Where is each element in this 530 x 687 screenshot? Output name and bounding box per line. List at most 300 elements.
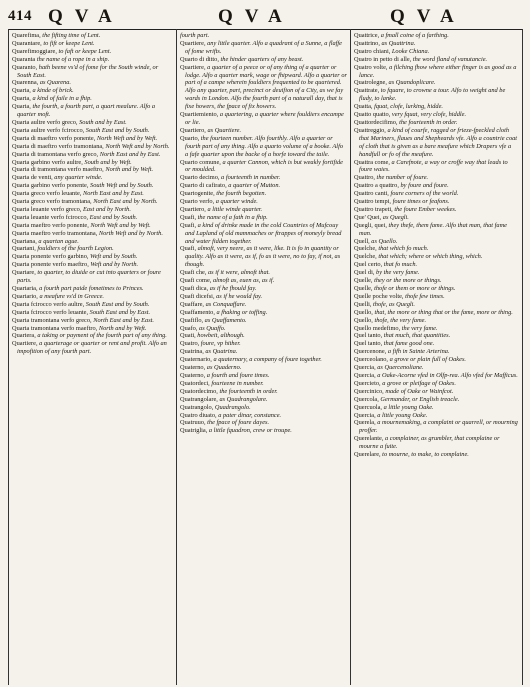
dictionary-entry xyxy=(12,325,173,333)
entry-headword: Querelante, xyxy=(354,435,384,443)
entry-definition: the name of a rope in a ship. xyxy=(35,55,110,63)
dictionary-entry xyxy=(354,159,520,175)
dictionary-entry xyxy=(354,190,520,198)
entry-headword: Quartiero, xyxy=(180,126,206,134)
entry-definition: Quadrangolo. xyxy=(213,403,251,411)
entry-headword: Quafi dica, xyxy=(180,285,209,292)
entry-headword: Quell, xyxy=(354,237,370,245)
entry-definition: as Quattrina. xyxy=(379,39,416,47)
entry-headword: Quarefima, xyxy=(12,32,41,39)
entry-definition: North East and by East. xyxy=(81,190,144,198)
column-middle xyxy=(180,32,347,684)
entry-definition: as Quaderno. xyxy=(205,364,242,372)
entry-definition: Looke Chiana. xyxy=(390,47,430,55)
dictionary-entry xyxy=(180,388,347,396)
dictionary-entry xyxy=(354,87,520,103)
dictionary-entry xyxy=(12,143,173,151)
dictionary-entry xyxy=(354,325,520,333)
dictionary-entry xyxy=(12,166,173,174)
entry-headword: Quattro tempi, xyxy=(354,198,391,206)
dictionary-entry xyxy=(12,32,173,40)
entry-headword: Quarta greco verfo tramontana, xyxy=(12,198,92,206)
entry-headword: Quelche, xyxy=(354,253,377,261)
dictionary-entry xyxy=(180,111,347,127)
entry-headword: Quelche, xyxy=(354,245,377,253)
entry-headword: Quarta maeftro verfo ponente, xyxy=(12,221,89,229)
entry-headword: Quarta di maeftro verfo tramontana, xyxy=(12,142,104,150)
entry-headword: Querela, xyxy=(354,419,376,427)
entry-headword: Quartera, xyxy=(12,332,36,340)
entry-definition: a quartan ague. xyxy=(36,237,79,245)
entry-headword: Quafi che, xyxy=(180,269,207,277)
entry-definition: a fourth part paide fometimes to Princes. xyxy=(37,285,144,292)
entry-definition: that fo much. xyxy=(382,261,418,269)
dictionary-entry xyxy=(354,396,520,404)
entry-headword: Quarta, xyxy=(12,103,31,111)
header-rule xyxy=(8,29,522,30)
entry-definition: the fourteenth in order. xyxy=(217,387,278,395)
entry-headword: Quaternario, xyxy=(180,356,212,364)
column-left xyxy=(12,32,173,684)
dictionary-entry xyxy=(354,56,520,64)
dictionary-entry xyxy=(354,269,520,277)
dictionary-entry xyxy=(354,309,520,317)
dictionary-entry xyxy=(180,174,347,182)
entry-definition: to faft or keepe Lent. xyxy=(56,47,112,55)
entry-definition: South East and by South. xyxy=(84,300,150,308)
dictionary-entry xyxy=(354,388,520,396)
entry-headword: Quercia, xyxy=(354,411,376,419)
entry-definition: as Quandoplicare. xyxy=(386,79,436,87)
entry-definition: South East and by South. xyxy=(84,126,150,134)
dictionary-entry xyxy=(12,48,173,56)
entry-definition: fourteene in number. xyxy=(209,379,264,387)
entry-definition: as Quercenoliane. xyxy=(375,364,424,372)
entry-headword: Quarta garbino verfo aultre, xyxy=(12,158,83,166)
entry-definition: a mournemaking, a complaint or quarrell, or mourning proffer. xyxy=(359,419,518,435)
dictionary-entry xyxy=(12,245,173,253)
entry-definition: Germander, or English treacle. xyxy=(378,395,460,403)
entry-headword: Quartare, xyxy=(12,269,36,277)
entry-headword: Quatro diuato, xyxy=(180,411,217,419)
entry-definition: that which; where or which thing, which. xyxy=(376,253,483,261)
dictionary-entry xyxy=(180,269,347,277)
entry-headword: Quafo, xyxy=(180,324,198,332)
entry-definition: a complainer, as grumbler, that complaine or mourne a fuite. xyxy=(359,435,500,451)
entry-headword: Quartiere, xyxy=(180,63,206,71)
entry-definition: North Weft and by Weft. xyxy=(95,134,158,142)
entry-definition: as Conquaffare. xyxy=(204,300,247,308)
dictionary-entry xyxy=(180,301,347,309)
entry-definition: a pater dinar, constance. xyxy=(216,411,282,419)
entry-headword: Quarta leuante verfo fcirocco, xyxy=(12,213,89,221)
dictionary-entry xyxy=(354,340,520,348)
dictionary-entry xyxy=(354,127,520,159)
dictionary-entry xyxy=(354,79,520,87)
entry-definition: the very fame. xyxy=(400,324,438,332)
dictionary-entry xyxy=(12,309,173,317)
entry-headword: Quatro in petto di alle, xyxy=(354,55,412,63)
entry-definition: a fourth and foure times. xyxy=(205,371,270,379)
entry-headword: Quaterno, xyxy=(180,364,206,372)
entry-definition: thofe few times. xyxy=(403,292,445,300)
dictionary-entry xyxy=(12,198,173,206)
entry-headword: Quarta aultre verfo greco, xyxy=(12,118,78,126)
entry-definition: almoft as, euen as, as if. xyxy=(211,277,275,285)
entry-headword: Quarta di maeftro verfo ponente, xyxy=(12,134,96,142)
entry-definition: as Quaffamento. xyxy=(203,316,247,324)
dictionary-entry xyxy=(12,56,173,64)
entry-definition: that which fo much. xyxy=(376,245,429,253)
entry-headword: Que' Quei, xyxy=(354,213,382,221)
column-rule xyxy=(350,29,351,685)
dictionary-entry xyxy=(12,269,173,285)
entry-definition: foure, vp hither. xyxy=(199,340,241,348)
entry-headword: Quattordecifimo, xyxy=(354,118,398,126)
entry-definition: a filching fhow where either finger is as good as a lance. xyxy=(359,63,517,79)
dictionary-entry xyxy=(354,111,520,119)
dictionary-entry xyxy=(180,182,347,190)
dictionary-entry xyxy=(180,222,347,246)
dictionary-entry xyxy=(180,348,347,356)
page-number: 414 xyxy=(8,8,32,24)
entry-definition: foure times or feafons. xyxy=(391,198,450,206)
dictionary-entry xyxy=(12,87,173,95)
entry-definition: a meafure vs'd in Greece. xyxy=(37,292,104,300)
entry-headword: Quercia, xyxy=(354,371,376,379)
dictionary-entry xyxy=(180,317,347,325)
entry-headword: Quello, xyxy=(354,316,373,324)
entry-definition: as Quarena. xyxy=(38,79,71,87)
entry-definition: North and by Weft. xyxy=(103,166,154,174)
entry-definition: South East and by East. xyxy=(88,308,151,316)
entry-definition: the fourteen number. Alfo fourthly. Alfo a quarter or fourth part of any thing. Alfo a quarto volume of a booke. Alfo a fafe quarter upon the backe of a horfe toward the taile. xyxy=(185,134,343,158)
entry-headword: Quatro chiani, xyxy=(354,47,391,55)
entry-headword: Quel tanto, xyxy=(354,332,383,340)
entry-headword: Quercinico, xyxy=(354,387,384,395)
dictionary-entry xyxy=(354,419,520,435)
entry-headword: Quaranta xyxy=(12,55,36,63)
entry-headword: Quarta fcirocco verfo aultre, xyxy=(12,300,85,308)
entry-definition: by the very fame. xyxy=(374,269,420,277)
entry-definition: as if he fhould fay. xyxy=(208,285,257,292)
entry-definition: they or the more or things. xyxy=(372,277,442,285)
dictionary-entry xyxy=(354,364,520,372)
entry-headword: Quel certo, xyxy=(354,261,383,269)
dictionary-entry xyxy=(354,285,520,293)
dictionary-entry xyxy=(354,32,520,40)
dictionary-entry xyxy=(12,332,173,340)
entry-definition: the foure Ember weekes. xyxy=(392,205,457,213)
dictionary-entry xyxy=(354,222,520,238)
entry-definition: hath beene vs'd of fome for the South winde, or South East. xyxy=(17,63,159,79)
entry-definition: any quarter winde. xyxy=(52,174,103,182)
entry-definition: to quarter, to diuide or cut into quarters or foure parts. xyxy=(17,269,161,285)
entry-headword: Quartiemiento, xyxy=(180,111,219,119)
entry-headword: Quarto, xyxy=(180,134,200,142)
entry-definition: foure corners of the world. xyxy=(388,190,459,198)
entry-definition: a little young Oake. xyxy=(375,411,428,419)
entry-headword: Quarenna, xyxy=(12,79,39,87)
entry-definition: howbeit, although. xyxy=(195,332,245,340)
dictionary-entry xyxy=(180,364,347,372)
entry-definition: as Quadrangolare. xyxy=(217,395,268,403)
entry-definition: any little quarter. Alfo a quadrant of a Sunne, a flaffe of fome wrifts. xyxy=(185,39,342,55)
entry-headword: Quello, xyxy=(354,308,373,316)
dictionary-entry xyxy=(12,285,173,293)
dictionary-entry xyxy=(354,380,520,388)
dictionary-entry xyxy=(354,356,520,364)
dictionary-entry xyxy=(12,230,173,238)
entry-definition: North and by Weft. xyxy=(97,324,147,332)
entry-definition: North East and by North. xyxy=(91,198,158,206)
entry-definition: a fmall coine of a farthing. xyxy=(379,32,449,39)
dictionary-entry xyxy=(354,404,520,412)
entry-headword: Quelle, xyxy=(354,285,373,292)
entry-headword: Quel tanto, xyxy=(354,340,383,348)
dictionary-entry xyxy=(12,103,173,119)
dictionary-entry xyxy=(180,325,347,333)
dictionary-entry xyxy=(12,206,173,214)
entry-definition: to fquare, to crowne a tour. Alfo to weight and be fludy, to lanke. xyxy=(359,87,506,103)
dictionary-entry xyxy=(180,293,347,301)
entry-definition: a little young Oake. xyxy=(382,403,434,411)
entry-definition: a kind of faile in a fhip. xyxy=(30,95,92,103)
dictionary-entry xyxy=(180,427,347,435)
entry-headword: Quarta di tramontana verfo greco, xyxy=(12,150,99,158)
entry-headword: Quatordeci, xyxy=(180,379,210,387)
entry-headword: Quercieto, xyxy=(354,379,381,387)
entry-headword: Quarefimoggiare, xyxy=(12,47,57,55)
dictionary-entry xyxy=(354,206,520,214)
entry-definition: South and by East. xyxy=(77,118,127,126)
entry-headword: Quatrangolare, xyxy=(180,395,218,403)
dictionary-entry xyxy=(12,119,173,127)
entry-headword: Quarantare, xyxy=(12,39,42,47)
entry-headword: Quartiere, xyxy=(12,340,38,348)
dictionary-entry xyxy=(180,198,347,206)
dictionary-entry xyxy=(180,340,347,348)
entry-definition: thofe or them or more or things. xyxy=(372,285,456,292)
entry-definition: the hinder quarters of any beast. xyxy=(218,55,304,63)
entry-definition: they thefe, them fame. Alfo that man, that fame man. xyxy=(359,221,507,237)
dictionary-entry xyxy=(180,159,347,175)
dictionary-entry xyxy=(12,40,173,48)
dictionary-entry xyxy=(12,261,173,269)
entry-headword: Quafi, xyxy=(180,221,197,229)
entry-definition: as Quegli. xyxy=(381,213,409,221)
entry-headword: Quartario, xyxy=(12,292,38,300)
dictionary-entry xyxy=(354,119,520,127)
dictionary-entry xyxy=(12,190,173,198)
entry-definition: a quarter Cannon, which is but weakly fortifide or moulded. xyxy=(185,158,343,174)
dictionary-entry xyxy=(354,182,520,190)
entry-definition: a quartering, a quarter where fouldiers encampe or lie. xyxy=(185,111,344,126)
entry-headword: Quarto decimo, xyxy=(180,174,220,182)
dictionary-entry xyxy=(180,32,347,40)
dictionary-entry xyxy=(180,64,347,111)
entry-headword: Quattrino, xyxy=(354,39,380,47)
entry-definition: a kind of courfe, ragged or frieze-fpeckled cloth that Mariners, flaues and Shepheards vfe. Alfo a countrie coat of cloth that is given as a bare meafure which Drapers vfe a handfull or fo of the meafure. xyxy=(359,126,518,158)
entry-headword: Quarta maeftro verfo tramontana, xyxy=(12,229,98,237)
dictionary-entry xyxy=(180,40,347,56)
column-rule xyxy=(522,29,523,685)
dictionary-entry xyxy=(12,135,173,143)
entry-definition: that fame good one. xyxy=(382,340,435,348)
entry-definition: North Weft and by North. xyxy=(97,229,163,237)
entry-headword: Quercuola, xyxy=(354,403,383,411)
entry-headword: Quercola, xyxy=(354,395,379,403)
entry-headword: Quarta fcirocco verfo leuante, xyxy=(12,308,89,316)
entry-definition: the fourth begotten. xyxy=(214,190,267,198)
entry-headword: Quafi dicefsi, xyxy=(180,292,215,300)
dictionary-entry xyxy=(354,48,520,56)
entry-definition: fouldiers of the fourth Legion. xyxy=(35,245,114,253)
entry-definition: the fourth, a fourth part, a quart mealure. Alfo a quarter moft. xyxy=(17,103,156,119)
entry-definition: fourth part. xyxy=(180,32,210,39)
dictionary-entry xyxy=(12,174,173,182)
entry-definition: a quaternary, a company of foure together. xyxy=(211,356,322,364)
dictionary-entry xyxy=(354,261,520,269)
entry-headword: Quaranto, xyxy=(12,63,38,71)
entry-headword: Quatriglia, xyxy=(180,427,208,435)
entry-definition: a little fquadron, crew or troupe. xyxy=(207,427,292,435)
dictionary-entry xyxy=(180,380,347,388)
entry-headword: Quattro a quattro, xyxy=(354,182,399,190)
entry-definition: thofe, as Quegli. xyxy=(371,300,415,308)
dictionary-entry xyxy=(354,451,520,459)
dictionary-entry xyxy=(354,293,520,301)
entry-definition: fquat, clofe, lurking, hidde. xyxy=(372,103,443,111)
entry-headword: Quello medefimo, xyxy=(354,324,401,332)
entry-headword: Quarto verfo, xyxy=(180,198,215,206)
entry-definition: the fifting time of Lent. xyxy=(40,32,101,39)
entry-definition: a quarterage or quarter or rent and profit. Alfo an impofition of any fourth part. xyxy=(17,340,167,356)
entry-definition: South and by Weft. xyxy=(82,158,132,166)
entry-definition: as if he would fay. xyxy=(214,292,263,300)
dictionary-entry xyxy=(12,317,173,325)
entry-headword: Quattro trapeti, xyxy=(354,205,393,213)
dictionary-entry xyxy=(12,214,173,222)
dictionary-entry xyxy=(180,56,347,64)
dictionary-entry xyxy=(12,64,173,80)
entry-headword: Quarto comune, xyxy=(180,158,221,166)
entry-headword: Quarta aultre verfo fcirocco, xyxy=(12,126,85,134)
dictionary-entry xyxy=(12,253,173,261)
entry-headword: Quartiere, xyxy=(180,39,206,47)
entry-definition: Weft and by North. xyxy=(88,261,139,269)
column-rule xyxy=(8,29,9,685)
entry-headword: Quatrina, xyxy=(180,348,204,356)
entry-headword: Quegli, quei, xyxy=(354,221,387,229)
entry-definition: the number of foure. xyxy=(374,174,429,182)
entry-headword: Quatrangolo, xyxy=(180,403,214,411)
dictionary-entry xyxy=(354,40,520,48)
entry-definition: a quarter of a peece or of any thing of a quarter or lodge. Alfo a quarter mark, wage or fhipward. Alfo a quarter or part of a campe wherein fouldiers frequented to be quartered. Alfo any quarter, part, precinct or deuifion of a City, as we fay wards in London. Alfo the fourth part of a naturall day, that is fixe howers, the fpace of fix howers. xyxy=(185,63,347,111)
dictionary-entry xyxy=(12,222,173,230)
dictionary-entry xyxy=(180,396,347,404)
dictionary-entry xyxy=(180,372,347,380)
entry-headword: Quatro volte, xyxy=(354,63,388,71)
entry-headword: Quatro, xyxy=(180,340,200,348)
entry-headword: Quatrolegne, xyxy=(354,79,387,87)
dictionary-entry xyxy=(12,95,173,103)
entry-headword: Quarta ponente verfo garbino, xyxy=(12,253,89,261)
entry-definition: a Carefnote, a way or croffe way that leads to foure waies. xyxy=(359,158,508,174)
entry-definition: as Quartiere. xyxy=(205,126,242,134)
entry-definition: a grove or pleifage of Oakes. xyxy=(380,379,456,387)
dictionary-entry xyxy=(354,198,520,206)
entry-definition: the name of a fath in a fhip. xyxy=(196,213,268,221)
entry-definition: thofe, the very fame. xyxy=(372,316,427,324)
running-head-left: QVA xyxy=(48,6,124,27)
entry-definition: a fourteenth in number. xyxy=(219,174,281,182)
dictionary-entry xyxy=(354,174,520,182)
column-rule xyxy=(176,29,177,685)
dictionary-entry xyxy=(12,301,173,309)
entry-headword: Quafiflo, xyxy=(180,316,204,324)
entry-definition: the word fland of vanutancie. xyxy=(411,55,488,63)
dictionary-entry xyxy=(12,151,173,159)
entry-definition: as Quaffo. xyxy=(197,324,226,332)
dictionary-entry xyxy=(12,182,173,190)
dictionary-entry xyxy=(180,356,347,364)
entry-definition: a quarter winde. xyxy=(214,198,258,206)
entry-headword: Quatto quatto, xyxy=(354,111,391,119)
dictionary-entry xyxy=(354,332,520,340)
dictionary-entry xyxy=(354,253,520,261)
entry-headword: Quarto di ditto, xyxy=(180,55,219,63)
entry-definition: as Quello. xyxy=(369,237,398,245)
dictionary-entry xyxy=(180,419,347,427)
entry-definition: almoft, very neere, as it were, like. It is fo in quantity or quality. Alfo as it were, as if, fo as it were, no to fay, if not, as though. xyxy=(185,245,341,269)
dictionary-entry xyxy=(12,127,173,135)
entry-headword: Quatta, xyxy=(354,103,373,111)
entry-headword: Quarta garbino verfo ponente, xyxy=(12,182,89,190)
entry-headword: Quartogenite, xyxy=(180,190,215,198)
entry-headword: Querceolano, xyxy=(354,356,388,364)
dictionary-entry xyxy=(354,435,520,451)
dictionary-entry xyxy=(180,214,347,222)
dictionary-entry xyxy=(12,293,173,301)
entry-definition: a grove or plain full of Oakes. xyxy=(388,356,466,364)
entry-headword: Quaffamento, xyxy=(180,308,215,316)
entry-headword: Quafi come, xyxy=(180,277,212,285)
entry-definition: that much, that quantities. xyxy=(382,332,451,340)
entry-headword: Querelare, xyxy=(354,451,381,459)
dictionary-entry xyxy=(354,277,520,285)
dictionary-entry xyxy=(180,206,347,214)
entry-definition: North Weft and by North. xyxy=(103,142,170,150)
dictionary-entry xyxy=(180,127,347,135)
dictionary-entry xyxy=(354,372,520,380)
entry-headword: Quarta greco verfo leuante, xyxy=(12,190,82,198)
dictionary-entry xyxy=(180,135,347,159)
entry-headword: Quarta leuante verfo greco, xyxy=(12,205,82,213)
entry-headword: Quartiero, xyxy=(180,205,206,213)
entry-definition: that, the more or thing that or the fame, more or thing. xyxy=(372,308,513,316)
entry-headword: Quarta, xyxy=(12,95,31,103)
entry-definition: North East and by East. xyxy=(91,316,155,324)
entry-headword: Quelli, xyxy=(354,300,372,308)
entry-headword: Quel di, xyxy=(354,269,375,277)
entry-headword: Quarta ponente verfo maeftro, xyxy=(12,261,89,269)
entry-headword: Quartani, xyxy=(12,245,36,253)
entry-definition: the fourteenth in order. xyxy=(397,118,458,126)
entry-definition: a kinde of brick. xyxy=(30,87,74,95)
dictionary-entry xyxy=(180,404,347,412)
entry-headword: Quelle, xyxy=(354,277,373,285)
